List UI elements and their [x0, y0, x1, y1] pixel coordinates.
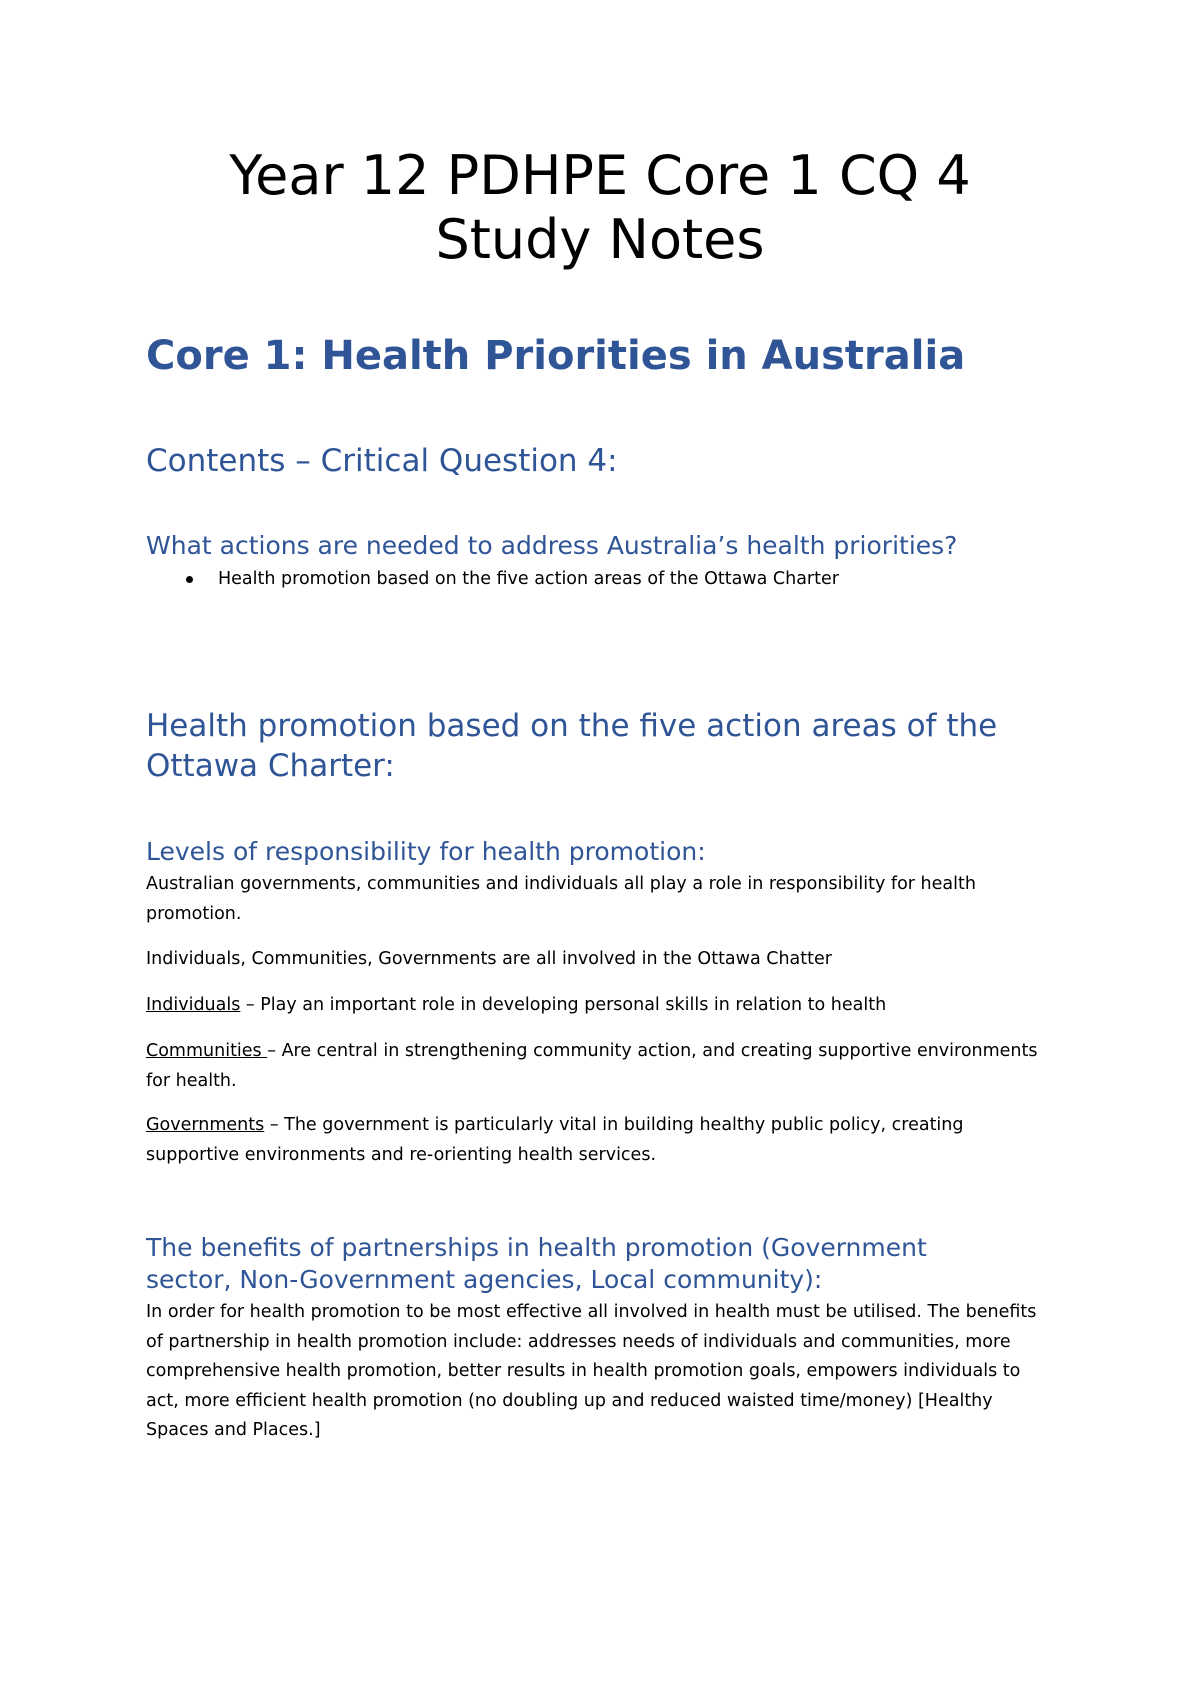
bullet-icon	[186, 576, 193, 583]
levels-summary-paragraph: Individuals, Communities, Governments are all involved in the Ottawa Chatter	[146, 949, 832, 969]
levels-heading: Levels of responsibility for health promotion:	[146, 837, 706, 866]
individuals-paragraph	[146, 991, 1056, 1021]
contents-heading: Contents – Critical Question 4:	[146, 443, 618, 479]
governments-paragraph	[146, 1111, 1056, 1170]
individuals-text: – Play an important role in developing personal skills in relation to health	[240, 995, 887, 1015]
bullet-text: Health promotion based on the five action areas of the Ottawa Charter	[218, 569, 839, 589]
section-heading-line-1: Health promotion based on the five action areas of the	[146, 708, 998, 744]
title-line-1: Year 12 PDHPE Core 1 CQ 4	[229, 144, 971, 207]
question-heading: What actions are needed to address Australia’s health priorities?	[146, 531, 958, 560]
partnerships-paragraph: In order for health promotion to be most effective all involved in health must be utilised. The benefits of partnership in health promotion include: addresses needs of individuals and communities, more comprehensive health promotion, better results in health promotion goals, empowers individuals to act, more efficient health promotion (no doubling up and reduced waisted time/money) [Healthy Spaces and Places.]	[146, 1302, 1037, 1440]
partnerships-heading-line-2: sector, Non-Government agencies, Local community):	[146, 1265, 823, 1294]
core-heading: Core 1: Health Priorities in Australia	[146, 333, 966, 379]
governments-label: Governments	[146, 1115, 265, 1135]
contents-bullet-list	[146, 566, 839, 592]
list-item	[146, 566, 839, 592]
communities-paragraph	[146, 1037, 1056, 1096]
partnerships-heading	[146, 1232, 927, 1296]
partnerships-heading-line-1: The benefits of partnerships in health promotion (Government	[146, 1233, 927, 1262]
individuals-label: Individuals	[146, 995, 241, 1015]
communities-text: – Are central in strengthening community action, and creating supportive environments for health.	[146, 1041, 1038, 1091]
communities-label: Communities	[146, 1041, 268, 1061]
section-heading-line-2: Ottawa Charter:	[146, 748, 395, 784]
levels-intro-paragraph: Australian governments, communities and individuals all play a role in responsibility for health promotion.	[146, 874, 976, 924]
governments-text: – The government is particularly vital in building healthy public policy, creating supportive environments and re-orienting health services.	[146, 1115, 964, 1165]
title-line-2: Study Notes	[435, 208, 765, 271]
section-heading	[146, 706, 997, 786]
page-title	[0, 144, 1200, 272]
